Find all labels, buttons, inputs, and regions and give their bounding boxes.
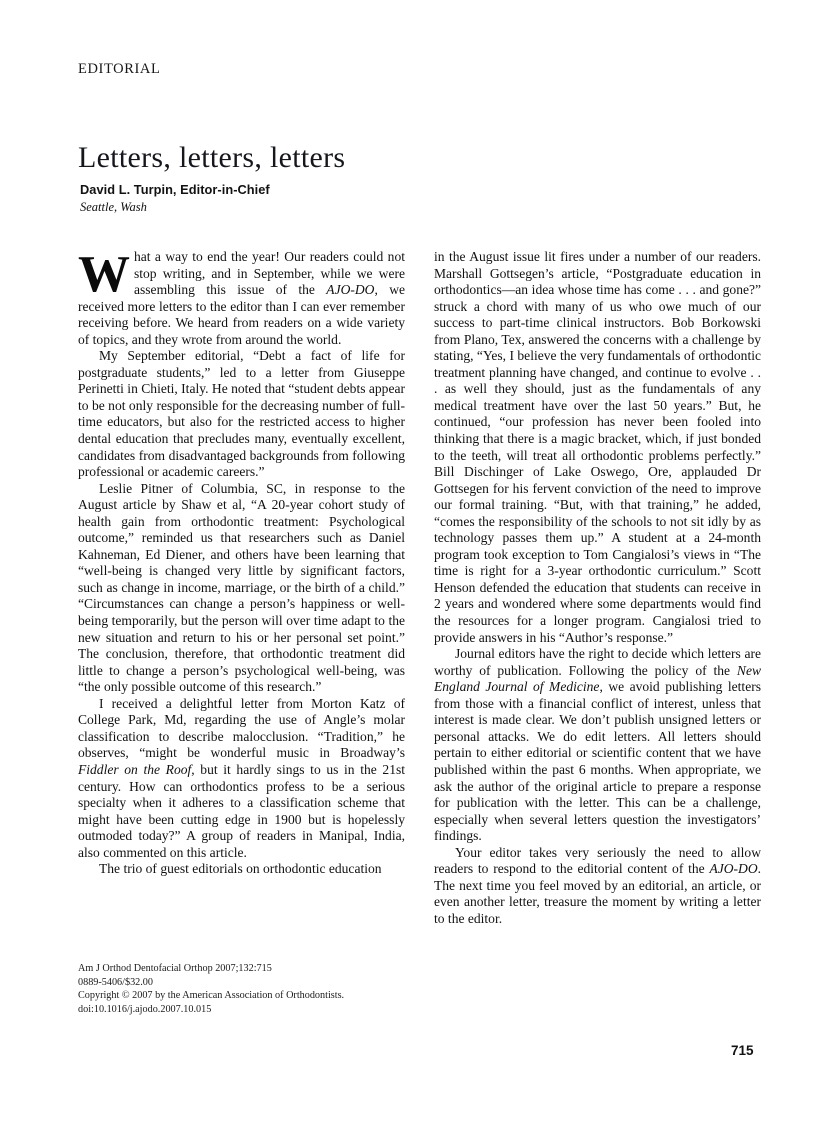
paragraph-4 xyxy=(78,696,405,861)
paragraph-2: My September editorial, “Debt a fact of life for postgraduate students,” led to a letter from Giuseppe Perinetti in Chieti, Italy. He noted that “student debts appear to be not only responsible for the decreasing number of full-time educators, but also for the restricted access to higher dental education that precludes many, eventually excellent, candidates from disadvantaged backgrounds from following professional or academic careers.” xyxy=(78,348,405,480)
footnote-copyright-line: Copyright © 2007 by the American Association of Orthodontists. xyxy=(78,990,345,1002)
paragraph-1 xyxy=(78,246,406,348)
citation-footnote xyxy=(78,962,418,1016)
paragraph-1-text-a: hat a way to end the year! Our readers could not stop writing, and in September, while we were assembling this issue of the xyxy=(134,249,405,298)
paragraph-1-text-b: , we received more letters to the editor than I can ever remember receiving before. We heard from readers on a wide variety of topics, and they wrote from around the world. xyxy=(78,282,406,347)
footnote-doi-line: doi:10.1016/j.ajodo.2007.10.015 xyxy=(78,1003,212,1015)
author-byline: David L. Turpin, Editor-in-Chief xyxy=(80,182,270,197)
paragraph-8-text-b: . The next time you feel moved by an editorial, an article, or even another letter, treasure the moment by writing a letter to the editor. xyxy=(434,861,761,926)
page-title: Letters, letters, letters xyxy=(78,141,346,175)
paragraph-6: in the August issue lit fires under a number of our readers. Marshall Gottsegen’s article, “Postgraduate education in orthodontics—an idea whose time has come . . . and gone?” struck a chord with many of us who owe much of our success to part-time clinical instructors. Bob Borkowski from Plano, Tex, answered the concerns with a challenge by stating, “Yes, I believe the very fundamentals of orthodontic treatment planning have changed, and continue to evolve . . . as well they should, just as the fundamentals of any medical treatment have over the last 50 years.” But, he continued, “our profession has never been fooled into thinking that there is a magic bracket, which, if just bonded to the teeth, will treat all orthodontic problems perfectly.” Bill Dischinger of Lake Oswego, Ore, applauded Dr Gottsegen for his fervent conviction of the need to improve our formal training. “But, with that training,” he added, “comes the responsibility of the schools to not sit idly by as technology passes them up.” A student at a 24-month program took exception to Tom Cangialosi’s views in “The time is right for a 3-year orthodontic curriculum.” Scott Henson defended the education that students can receive in 2 years and wondered where some departments would find the resources for a longer program. Cangialosi tried to provide answers in his “Author’s response.” xyxy=(434,249,761,645)
footnote-citation-line: Am J Orthod Dentofacial Orthop 2007;132:715 xyxy=(78,963,272,974)
journal-title-nejm: New England Journal of Medicine xyxy=(434,662,761,695)
paragraph-7-text-b: , we avoid publishing letters from those with a financial conflict of interest, unless that interest is made clear. We don’t publish unsigned letters or personal attacks. We do edit letters. All letters should pertain to either editorial or scientific content that we have published within the past 6 months. When appropriate, we ask the author of the original article to prepare a response for publication with the letter. This can be a challenge, especially when several letters question the investigators’ findings. xyxy=(434,679,761,844)
drop-cap: W xyxy=(78,246,130,303)
section-kicker: EDITORIAL xyxy=(78,61,161,77)
paragraph-8 xyxy=(434,845,761,928)
paragraph-7-text-a: Journal editors have the right to decide which letters are worthy of publication. Following the policy of the xyxy=(434,646,761,678)
paragraph-7 xyxy=(434,646,761,845)
paragraph-4-text-b: , but it hardly sings to us in the 21st century. How can orthodontics profess to be a serious specialty when it adheres to a classification scheme that might have been cutting edge in 1900 but is hopelessly outmoded today?” A group of readers in Manipal, India, also commented on this article. xyxy=(78,761,406,860)
paragraph-3: Leslie Pitner of Columbia, SC, in response to the August article by Shaw et al, “A 20-year cohort study of health gain from orthodontic treatment: Psychological outcome,” reminded us that researchers such as Daniel Kahneman, Ed Diener, and others have been learning that “well-being is changed very little by significant factors, such as change in income, marriage, or the birth of a child.” “Circumstances can change a person’s happiness or well-being temporarily, but the person will over time adapt to the new situation and return to his or her personal set point.” The conclusion, therefore, that orthodontic treatment did little to change a person’s psychological well-being, was “the only possible outcome of this research.” xyxy=(78,480,405,695)
page-number: 715 xyxy=(731,1043,754,1058)
paragraph-5: The trio of guest editorials on orthodontic education xyxy=(99,861,382,877)
footnote-issn-price-line: 0889-5406/$32.00 xyxy=(78,976,153,988)
body-column-left xyxy=(78,246,406,878)
author-affiliation: Seattle, Wash xyxy=(80,200,147,214)
body-column-right xyxy=(434,249,761,927)
journal-abbrev-ajodo-2: AJO-DO xyxy=(709,861,758,877)
journal-abbrev-ajodo: AJO-DO xyxy=(326,282,375,298)
paragraph-4-text-a: I received a delightful letter from Morton Katz of College Park, Md, regarding the use of Angle’s molar classification to describe malocclusion. “Tradition,” he observes, “might be wonderful music in Broadway’s xyxy=(78,695,405,761)
paragraph-8-text-a: Your editor takes very seriously the need to allow readers to respond to the editorial content of the xyxy=(434,844,761,877)
musical-title-fiddler: Fiddler on the Roof xyxy=(78,761,192,777)
